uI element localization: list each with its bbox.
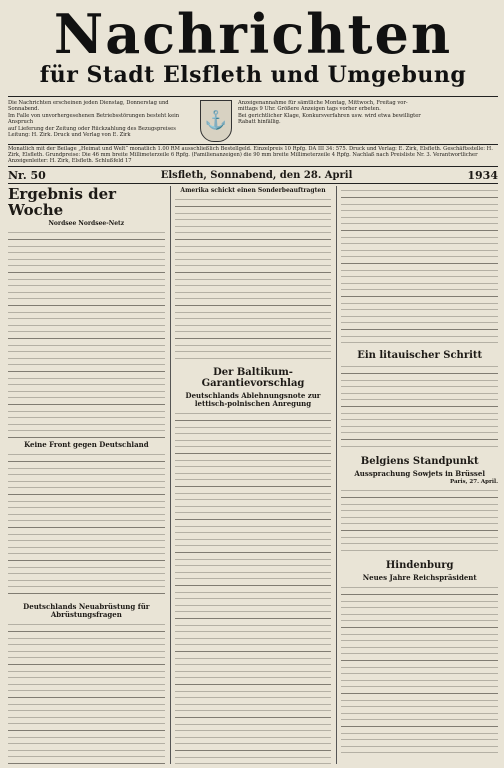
newspaper-subtitle: für Stadt Elsfleth und Umgebung <box>39 62 467 88</box>
headline: Ergebnis der Woche <box>8 186 117 219</box>
notice-rule <box>8 166 498 167</box>
subheading: Neues Jahre Reichspräsident <box>362 573 477 582</box>
info-line: Leitung: H. Zirk. Druck und Verlag von E. Zirk <box>8 132 131 139</box>
dateline-rule <box>8 183 498 184</box>
subheading: Keine Front gegen Deutschland <box>24 440 149 449</box>
article-text-block <box>341 583 498 753</box>
column-3 <box>336 186 498 764</box>
article-text-block <box>8 450 165 600</box>
issue-date: Elsfleth, Sonnabend, den 28. April <box>160 169 353 181</box>
subheading: Deutschlands Ablehnungsnote zur lettisch-polnischen Anregung <box>185 391 321 408</box>
article-text-block <box>175 195 332 363</box>
headline: Hindenburg <box>385 560 454 571</box>
article-dateline: Paris, 27. April. <box>449 479 498 485</box>
newspaper-title: Nachrichten <box>53 2 453 66</box>
issue-year: 1934 <box>467 168 498 182</box>
publication-info-right <box>238 100 490 126</box>
info-line: Im Falle von unvorhergesehenen Betriebsstörungen besteht kein Anspruch <box>8 112 180 126</box>
subheading: Deutschlands Neuabrüstung für Abrüstungsfragen <box>23 602 150 619</box>
masthead-rule <box>8 96 498 97</box>
article-text-block <box>175 409 332 764</box>
article-text-block <box>341 486 498 556</box>
info-line: Rabatt hinfällig. <box>238 119 281 126</box>
article-text-block <box>341 362 498 452</box>
info-line: Bei gerichtlicher Klage, Konkursverfahren usw. wird etwa bewilligter <box>238 112 421 119</box>
info-line: auf Lieferung der Zeitung oder Rückzahlung des Bezugspreises <box>8 125 176 132</box>
column-2 <box>170 186 332 764</box>
info-line: Anzeigenannahme für sämtliche Montag, Mittwoch, Freitag vor- <box>238 100 408 106</box>
column-1 <box>8 186 165 764</box>
publication-info-left <box>8 100 194 138</box>
article-text-block <box>8 620 165 764</box>
subheading: Aussprachung Sowjets in Brüssel <box>354 469 485 478</box>
kicker: Nordsee Nordsee-Netz <box>48 220 125 227</box>
headline: Ein litauischer Schritt <box>357 350 483 361</box>
coat-of-arms-icon: ⚓ <box>200 100 232 142</box>
kicker: Amerika schickt einen Sonderbeauftragten <box>180 187 326 194</box>
article-text-block <box>8 228 165 438</box>
headline: Der Baltikum-Garantievorschlag <box>201 367 305 389</box>
subscription-notice: Monatlich mit der Beilage „Heimat und Welt“ monatlich 1.00 RM ausschließlich Bestellgeld. Einzelpreis 10 Rpfg. DA III 34: 575. Druck und Verlag: E. Zirk, Elsfleth. Geschäftsstelle: H. Zirk, Elsfleth. Grundpreise: Die 46 mm breite Millimeterzeile 6 Rpfg. (Familienanzeigen) die 90 mm breite Millimeterzeile 4 Rpfg. Nachlaß nach Preisliste Nr. 3. Verantwortlicher Anzeigenleiter: H. Zirk, Elsfleth. Schlußfeld 17 <box>8 146 493 164</box>
article-text-block <box>341 186 498 346</box>
info-rule <box>8 144 498 145</box>
issue-number: Nr. 50 <box>8 168 46 182</box>
publication-info <box>8 100 498 144</box>
info-line: mittags 9 Uhr. Größere Anzeigen tags vorher erbeten. <box>238 106 381 113</box>
dateline <box>8 168 498 182</box>
article-columns <box>8 186 498 764</box>
headline: Belgiens Standpunkt <box>360 456 479 467</box>
info-line: Die Nachrichten erscheinen jeden Dienstag, Donnerstag und Sonnabend. <box>8 100 169 113</box>
masthead <box>8 4 498 86</box>
